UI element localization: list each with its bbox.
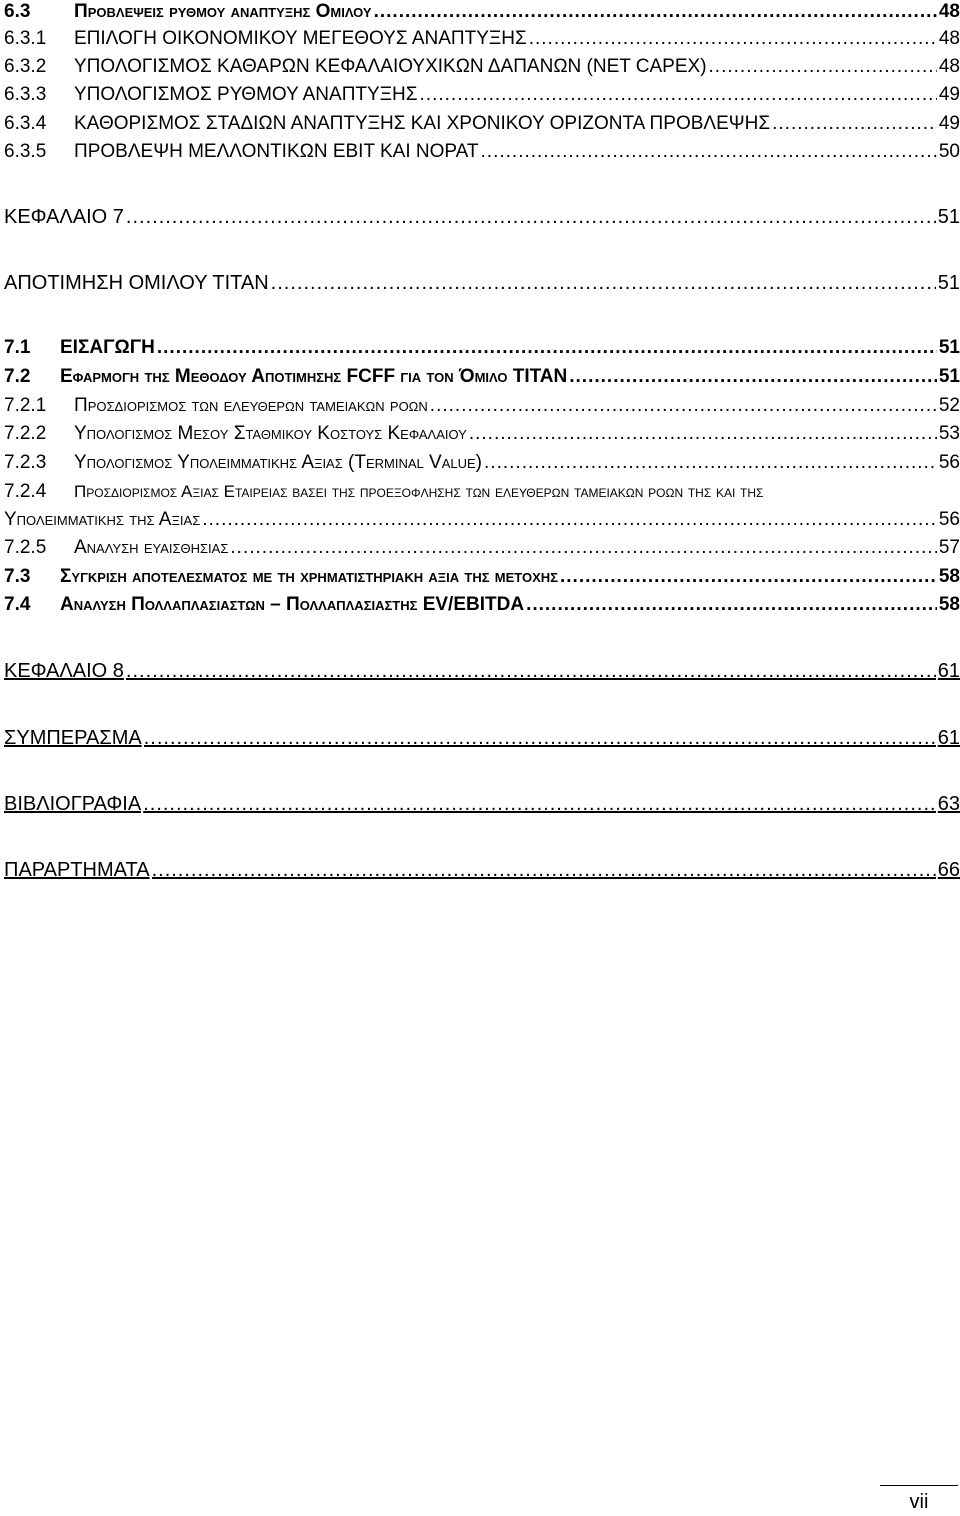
toc-entry-6-3[interactable] [4,1,960,23]
toc-page: 61 [937,660,960,682]
dot-leader [526,594,937,616]
dot-leader [374,1,937,23]
toc-number: 6.3.4 [4,113,47,134]
toc-number: 7.2.5 [4,537,47,558]
toc-entry-7-4[interactable] [4,594,960,616]
toc-title: ΥΠΟΛΟΓΙΣΜΟΣ ΡΥΘΜΟΥ ΑΝΑΠΤΥΞΗΣ [74,84,418,105]
toc-title: Προσδιορισμοσ Αξιασ Εταιρειασ βασει τησ προεξοφλησησ των ελευθερων ταμειακων ροων τησ και τησ [74,482,764,501]
toc-entry-7-2-5[interactable] [4,537,960,559]
toc-entry-7-2-1[interactable] [4,395,960,417]
toc-page: 49 [938,84,960,105]
dot-leader [202,509,937,531]
dot-leader [481,141,937,163]
toc-title: ΠΑΡΑΡΤΗΜΑΤΑ [4,859,150,881]
toc-entry-bibliography[interactable] [4,793,960,815]
toc-page: 48 [938,1,960,22]
toc-entry-chapter-7-title[interactable] [4,272,960,294]
toc-title: ΣΥΜΠΕΡΑΣΜΑ [4,727,142,749]
toc-title: ΒΙΒΛΙΟΓΡΑΦΙΑ [4,793,142,815]
toc-page: 50 [938,141,960,162]
toc-entry-appendices[interactable] [4,859,960,881]
toc-number: 7.2.1 [4,395,47,416]
toc-title-continued: Υπολειμματικησ τησ Αξιασ [4,509,201,530]
toc-title: ΕΙΣΑΓΩΓΗ [60,337,155,358]
toc-title: Αναλυση ευαισθησιασ [74,537,229,558]
toc-entry-7-2-2[interactable] [4,423,960,445]
toc-page: 48 [938,56,960,77]
toc-page: 51 [938,337,960,358]
toc-title: Αναλυση Πολλαπλασιαστων – Πολλαπλασιαστησ EV/EBITDA [60,594,525,615]
toc-number: 7.4 [4,594,31,615]
toc-entry-7-1[interactable] [4,337,960,359]
toc-page: 51 [937,272,960,294]
toc-number: 7.1 [4,337,31,358]
dot-leader [230,537,936,559]
toc-title: ΠΡΟΒΛΕΨΗ ΜΕΛΛΟΝΤΙΚΩΝ EBIT ΚΑΙ NOPAT [74,141,479,162]
dot-leader [144,727,936,749]
page-footer [880,1485,958,1516]
toc-entry-7-2[interactable] [4,366,960,388]
dot-leader [560,566,937,588]
toc-entry-6-3-1[interactable] [4,28,960,50]
dot-leader [157,337,937,359]
toc-title: ΚΕΦΑΛΑΙΟ 7 [4,206,124,228]
toc-entry-7-3[interactable] [4,566,960,588]
toc-entry-6-3-5[interactable] [4,141,960,163]
dot-leader [709,56,937,78]
toc-page: 58 [938,594,960,615]
toc-title: Προβλεψεισ ρυθμου αναπτυξησ Ομιλου [74,1,372,22]
toc-page: 51 [937,206,960,228]
dot-leader [420,84,937,106]
toc-number: 7.2.2 [4,423,47,444]
toc-number: 7.2.4 [4,481,47,502]
toc-entry-6-3-2[interactable] [4,56,960,78]
dot-leader [772,113,937,135]
toc-page: 53 [938,423,960,444]
toc-page: 49 [938,113,960,134]
toc-entry-7-2-4-line1[interactable] [4,481,960,503]
toc-number: 6.3.1 [4,28,47,49]
dot-leader [529,28,937,50]
dot-leader [430,395,937,417]
toc-number: 7.3 [4,566,31,587]
toc-page: 66 [937,859,960,881]
toc-entry-chapter-7[interactable] [4,206,960,228]
toc-number: 7.2.3 [4,452,47,473]
toc-number: 7.2 [4,366,31,387]
toc-title: ΚΑΘΟΡΙΣΜΟΣ ΣΤΑΔΙΩΝ ΑΝΑΠΤΥΞΗΣ ΚΑΙ ΧΡΟΝΙΚΟΥ ΟΡΙΖΟΝΤΑ ΠΡΟΒΛΕΨΗΣ [74,113,771,134]
toc-entry-7-2-3[interactable] [4,452,960,474]
toc-title: Υπολογισμοσ Μεσου Σταθμικου Κοστουσ Κεφαλαιου [74,423,467,444]
toc-page: 56 [938,452,960,473]
dot-leader [143,793,936,815]
toc-number: 6.3.5 [4,141,47,162]
page-number: vii [909,1491,929,1513]
dot-leader [569,366,937,388]
toc-page: 48 [938,28,960,49]
toc-title: Προσδιορισμοσ των ελευθερων ταμειακων ροων [74,395,428,416]
toc-page: 57 [938,537,960,558]
toc-title: Υπολογισμοσ Υπολειμματικησ Αξιασ (Terminal Value) [74,452,483,473]
toc-page: 61 [937,727,960,749]
dot-leader [152,859,936,881]
toc-title: Συγκριση αποτελεσματοσ με τη χρηματιστηριακη αξια τησ μετοχησ [60,566,558,587]
toc-entry-conclusion[interactable] [4,727,960,749]
toc-page: 58 [938,566,960,587]
toc-title: ΕΠΙΛΟΓΗ ΟΙΚΟΝΟΜΙΚΟΥ ΜΕΓΕΘΟΥΣ ΑΝΑΠΤΥΞΗΣ [74,28,527,49]
toc-entry-6-3-4[interactable] [4,113,960,135]
toc-entry-chapter-8[interactable] [4,660,960,682]
toc-number: 6.3.2 [4,56,47,77]
toc-title: ΚΕΦΑΛΑΙΟ 8 [4,660,124,682]
toc-page: 63 [937,793,960,815]
toc-page: 52 [938,395,960,416]
dot-leader [126,660,936,682]
toc-entry-7-2-4-line2[interactable] [4,509,960,531]
toc-page: 51 [938,366,960,387]
toc-number: 6.3 [4,1,31,22]
dot-leader [126,206,936,228]
toc-title: ΑΠΟΤΙΜΗΣΗ ΟΜΙΛΟΥ ΤΙΤΑΝ [4,272,269,294]
toc-title: Εφαρμογη τησ Μεθοδου Αποτιμησησ FCFF για τον Όμιλο ΤΙΤΑΝ [60,366,568,387]
toc-title: ΥΠΟΛΟΓΙΣΜΟΣ ΚΑΘΑΡΩΝ ΚΕΦΑΛΑΙΟΥΧΙΚΩΝ ΔΑΠΑΝΩΝ (NET CAPEX) [74,56,707,77]
dot-leader [271,272,936,294]
dot-leader [469,423,937,445]
dot-leader [484,452,937,474]
toc-entry-6-3-3[interactable] [4,84,960,106]
toc-page: 56 [938,509,960,530]
toc-number: 6.3.3 [4,84,47,105]
